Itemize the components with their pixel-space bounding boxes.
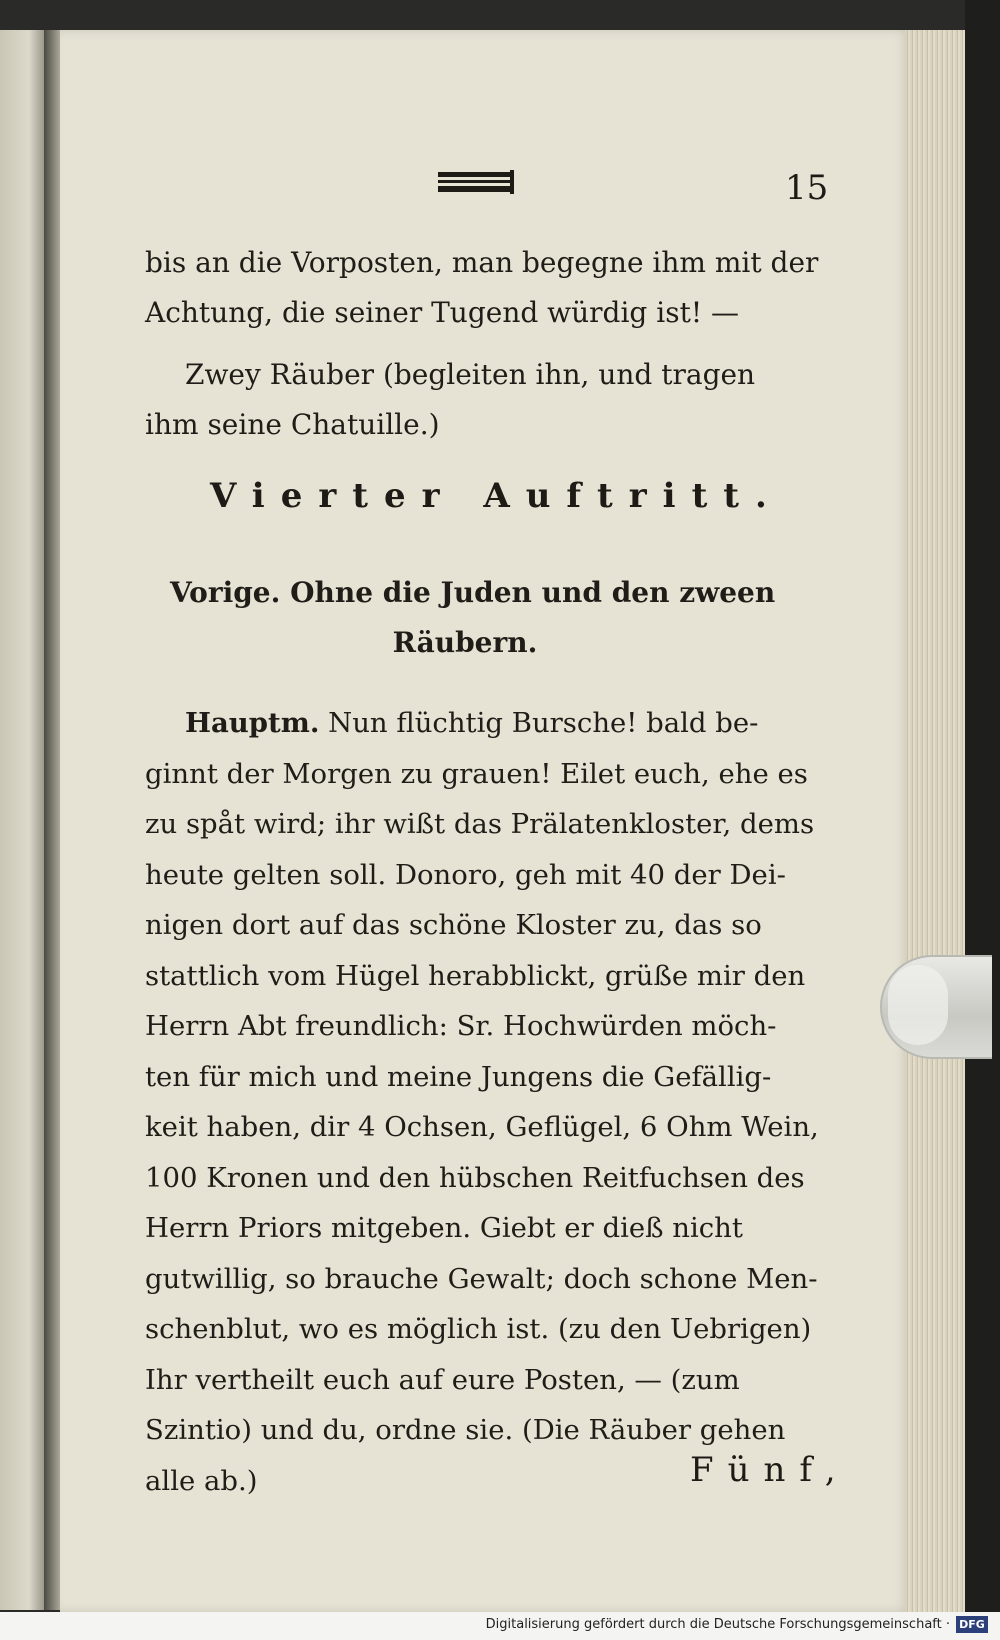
text-line: ten für mich und meine Jungens die Gefällig- — [145, 1060, 772, 1093]
footer-bar — [0, 1612, 1000, 1640]
catchword: Fünf, — [690, 1450, 850, 1490]
text-line: Nun flüchtig Bursche! bald be- — [328, 707, 759, 739]
text-line: nigen dort auf das schöne Kloster zu, das so — [145, 909, 762, 941]
text-line: 100 Kronen und den hübschen Reitfuchsen des — [145, 1161, 805, 1194]
text-line: gutwillig, so brauche Gewalt; doch schone Men- — [145, 1262, 818, 1295]
text-line: Herrn Abt freundlich: Sr. Hochwürden möch- — [145, 1010, 777, 1042]
scanner-clip-highlight — [888, 965, 948, 1045]
stage-direction — [145, 350, 825, 450]
text-line: heute gelten soll. Donoro, geh mit 40 der Dei- — [145, 858, 786, 891]
text-line: Achtung, die seiner Tugend würdig ist! — — [145, 296, 739, 329]
page-number: 15 — [785, 168, 829, 208]
text-line: Ihr vertheilt euch auf eure Posten, — (zum — [145, 1363, 740, 1396]
speaker-label: Hauptm. — [185, 707, 320, 739]
scene-heading: Vierter Auftritt. — [210, 476, 783, 516]
scan-backdrop — [965, 0, 1000, 1640]
scene-persons — [170, 568, 820, 668]
left-page-edge — [0, 30, 48, 1610]
text-line: schenblut, wo es möglich ist. (zu den Uebrigen) — [145, 1313, 812, 1345]
text-line: stattlich vom Hügel herabblickt, grüße mir den — [145, 959, 806, 992]
text-line: Zwey Räuber (begleiten ihn, und tragen — [185, 358, 756, 391]
speech-block — [145, 698, 835, 1506]
text-line: alle ab.) — [145, 1464, 258, 1497]
text-line: Vorige. Ohne die Juden und den zween — [170, 576, 776, 609]
page-stack-edges — [905, 30, 965, 1612]
footer-credit: Digitalisierung gefördert durch die Deutsche Forschungsgemeinschaft · — [485, 1617, 950, 1632]
text-line: Räubern. — [392, 626, 538, 659]
opening-text — [145, 238, 825, 338]
text-line: keit haben, dir 4 Ochsen, Geflügel, 6 Ohm Wein, — [145, 1111, 819, 1143]
text-line: Herrn Priors mitgeben. Giebt er dieß nicht — [145, 1212, 743, 1244]
text-line: zu spåt wird; ihr wißt das Prälatenkloster, dems — [145, 808, 815, 840]
header-ornament — [438, 170, 516, 196]
text-line: ihm seine Chatuille.) — [145, 408, 440, 441]
text-line: Szintio) und du, ordne sie. (Die Räuber gehen — [145, 1414, 786, 1446]
dfg-logo: DFG — [956, 1616, 988, 1633]
text-line: bis an die Vorposten, man begegne ihm mit der — [145, 246, 819, 279]
text-line: ginnt der Morgen zu grauen! Eilet euch, ehe es — [145, 757, 808, 790]
